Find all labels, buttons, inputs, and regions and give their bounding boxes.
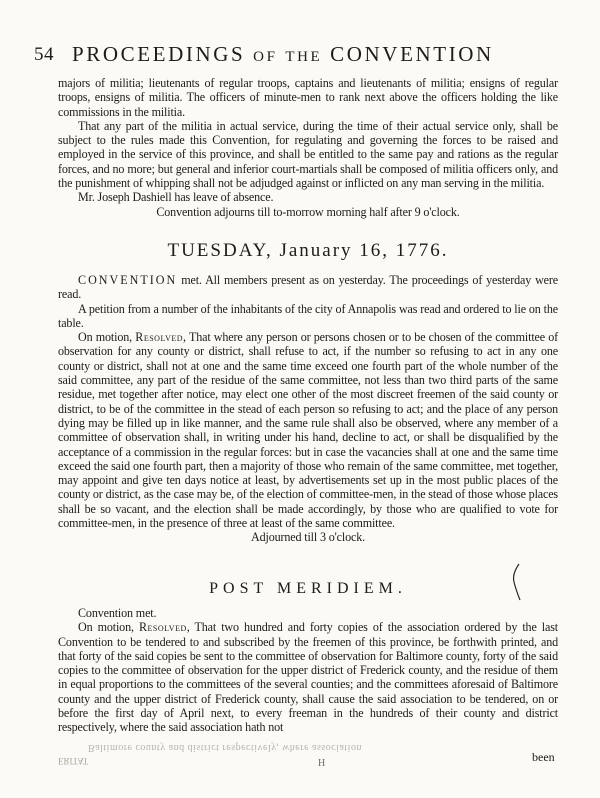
convention-caps: CONVENTION	[78, 273, 178, 287]
margin-bracket-mark	[510, 562, 522, 602]
paragraph: A petition from a number of the inhabitants of the city of Annapolis was read and ordered to lie on the table.	[58, 301, 558, 330]
day-heading: TUESDAY, January 16, 1776.	[167, 240, 449, 261]
paragraph: That any part of the militia in actual service, during the time of their actual service only, shall be subject to the rules made this Convention, for regulating and governing the forces to be raised and employed in the service of this province, and shall be entitled to the same pay and rations as the regular forces, and no more; but general and inferior court-martials shall be composed of militia officers only, and the punishment of whipping shall not be adjudged against or inflicted on any man serving in the militia.	[58, 118, 558, 191]
afternoon-proceedings	[58, 606, 558, 735]
resolved-word: Resolved	[135, 330, 184, 345]
paragraph: Mr. Joseph Dashiell has leave of absence.	[78, 190, 274, 205]
paragraph: majors of militia; lieutenants of regular troops, captains and lieutenants of militia; ensigns of regular troops, ensigns of militia. The officers of minute-men to rank next above the officers holding the like commissions in the militia.	[58, 76, 558, 119]
resolved-word: Resolved	[138, 620, 187, 635]
resolution-text: , That where any person or persons chosen or to be chosen of the committee of observation for any county or district, shall refuse to act, if the number so refusing to act in any one county or district, shall not at one and the same time exceed one fourth part of the whole number of the said committee, any part of the residue of the same committee, not less than two third parts of the same residue, met together after notice, may elect one other of the most discreet freemen of the said county or district, to be of the committee in the stead of each person so refusing to act; and the place of any person dying may be filled up in like manner, and the same rule shall also be observed, where any member of a committee of observation shall, in writing under his hand, decline to act, or shall be disqualified by the acceptance of a commission in the regular forces: but in case the vacancies shall at one and the same time exceed the said one fourth part, then a majority of those who remain of the same committee, met together, may appoint and give ten days notice at least, by advertisements set up in the most public places of the county or district, as the case may be, of the election of committee-men, in the stead of those whose places shall be so vacant, and the election shall be made accordingly, by those who are qualified to vote for committee-men, in the presence of three at least of the same committee.	[58, 330, 559, 531]
paragraph	[58, 620, 558, 734]
adjournment-line: Convention adjourns till to-morrow morning half after 9 o'clock.	[156, 204, 460, 219]
bleed-through-text: Baltimore county and district respectively, where association	[88, 742, 362, 753]
signature-mark: H	[318, 758, 326, 769]
motion-lead: On motion,	[78, 330, 136, 345]
post-meridiem-heading: POST MERIDIEM.	[209, 580, 407, 597]
page-header	[34, 40, 574, 70]
tuesday-proceedings	[58, 273, 558, 545]
opening-text: met. All members present as on yesterday. The proceedings of yesterday were read.	[58, 273, 558, 302]
paragraph	[58, 330, 558, 530]
resolution-text: , That two hundred and forty copies of the association ordered by the last Convention to be tendered to and subscribed by the freemen of this province, be forthwith printed, and that forty of the said copies be sent to the committee of observation for Baltimore county, forty of the said copies to the committee of observation for the upper district of Frederick county, and the residue of them in equal proportions to the committees of the several counties; and the committees aforesaid of Baltimore county and the upper district of Frederick county, shall cause the said association to be tendered, on or before the first day of April next, to every freeman in the hundreds of their county and district respectively, where the said association hath not	[58, 620, 558, 735]
catchword: been	[532, 750, 555, 764]
motion-lead: On motion,	[78, 620, 139, 635]
bleed-through-fragment: ERITAT	[58, 756, 89, 766]
paragraph: Convention met.	[78, 606, 157, 620]
running-head: PROCEEDINGS of the CONVENTION	[72, 42, 494, 66]
page-number: 54	[34, 44, 54, 65]
militia-rules-section	[58, 76, 558, 219]
paragraph	[58, 273, 558, 302]
adjournment-line: Adjourned till 3 o'clock.	[251, 530, 365, 545]
